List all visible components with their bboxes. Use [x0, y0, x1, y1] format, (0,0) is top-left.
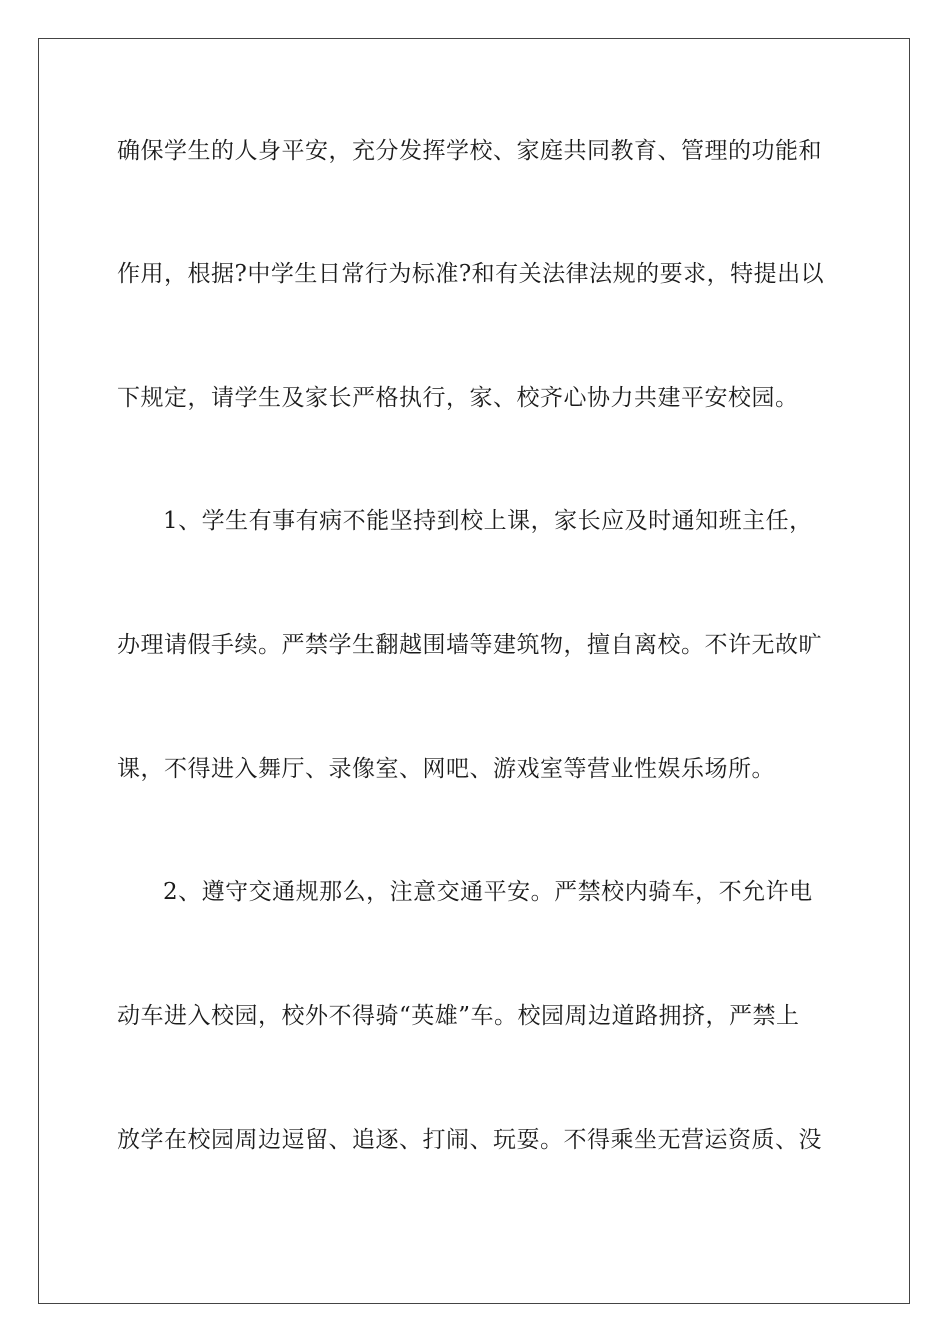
paragraph-line: 下规定，请学生及家长严格执行，家、校齐心协力共建平安校园。	[117, 385, 799, 411]
paragraph-line: 动车进入校园，校外不得骑“英雄”车。校园周边道路拥挤，严禁上	[117, 1003, 800, 1029]
paragraph-line-numbered: 2、遵守交通规那么，注意交通平安。严禁校内骑车，不允许电	[163, 879, 813, 905]
page-border	[38, 38, 910, 1304]
paragraph-line: 办理请假手续。严禁学生翻越围墙等建筑物，擅自离校。不许无故旷	[117, 632, 822, 658]
paragraph-line: 确保学生的人身平安，充分发挥学校、家庭共同教育、管理的功能和	[117, 138, 822, 164]
paragraph-line-numbered: 1、学生有事有病不能坚持到校上课，家长应及时通知班主任，	[163, 508, 813, 534]
paragraph-line: 作用，根据?中学生日常行为标准?和有关法律法规的要求，特提出以	[117, 261, 825, 287]
paragraph-line: 放学在校园周边逗留、追逐、打闹、玩耍。不得乘坐无营运资质、没	[117, 1127, 822, 1153]
paragraph-line: 课，不得进入舞厅、录像室、网吧、游戏室等营业性娱乐场所。	[117, 756, 775, 782]
